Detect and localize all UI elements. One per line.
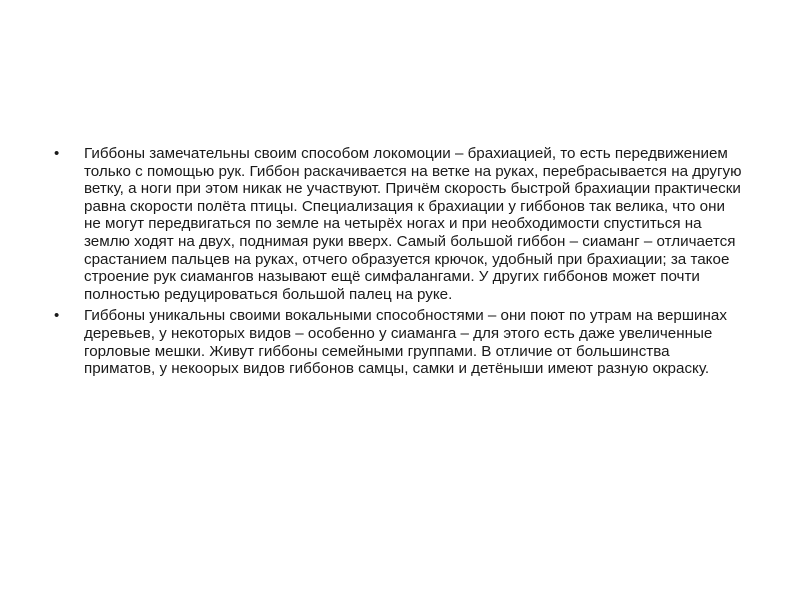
bullet-text-vocal: Гиббоны уникальны своими вокальными способностями – они поют по утрам на вершинах деревьев, у некоторых видов – особенно у сиаманга – для этого есть даже увеличенные горловые мешки. Живут гиббоны семейными группами. В отличие от большинства приматов, у некоорых видов гиббонов самцы, самки и детёныши имеют разную окраску. [84,307,727,378]
bullet-list [54,145,744,382]
bullet-marker: • [54,145,60,162]
bullet-text-brachiation: Гиббоны замечательны своим способом локомоции – брахиацией, то есть передвижением только с помощью рук. Гиббон раскачивается на ветке на руках, перебрасывается на другую ветку, а ноги при этом никак не участвуют. Причём скорость быстрой брахиации практически равна скорости полёта птицы. Специализация к брахиации у гиббонов так велика, что они не могут передвигаться по земле на четырёх ногах и при необходимости спуститься на землю ходят на двух, поднимая руки вверх. Самый большой гиббон – сиаманг – отличается срастанием пальцев на руках, отчего образуется крючок, удобный при брахиации; за такое строение рук сиамангов называют ещё симфалангами. У других гиббонов может почти полностью редуцироваться большой палец на руке. [84,145,742,303]
bullet-item-vocal [54,307,744,377]
bullet-marker: • [54,307,60,325]
bullet-item-brachiation [54,145,744,303]
